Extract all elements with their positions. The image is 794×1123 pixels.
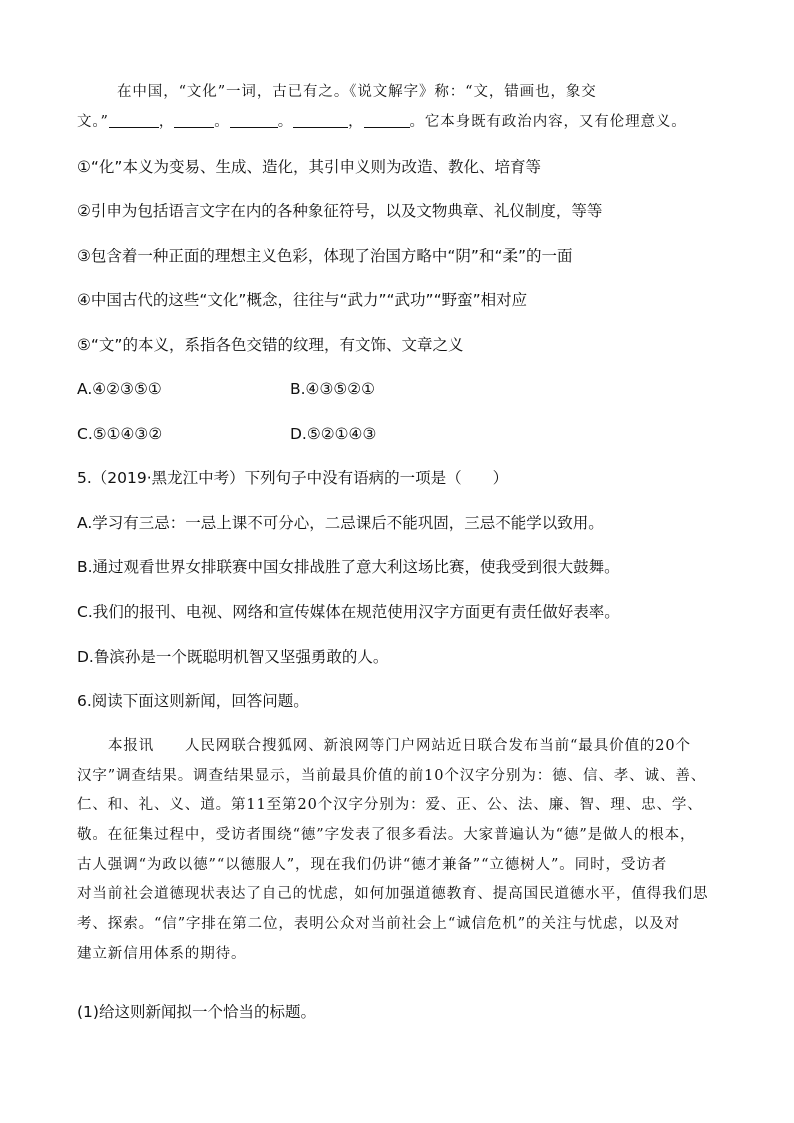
q4-stem-line1: 在中国，“文化”一词，古已有之。《说文解字》称：“文，错画也，象交 [117, 84, 597, 100]
q4-option-b[interactable]: B.④③⑤②① [290, 380, 376, 398]
q5-stem: 5.（2019·黑龙江中考）下列句子中没有语病的一项是（ ） [77, 469, 509, 487]
separator: ， [158, 114, 175, 130]
q4-stem-line2-start: 文。” [77, 114, 109, 130]
q5-option-d[interactable]: D.鲁滨孙是一个既聪明机智又坚强勇敢的人。 [77, 648, 389, 666]
news-line: 古人强调“为政以德”“以德服人”，现在我们仍讲“德才兼备”“立德树人”。同时，受访者 [77, 857, 668, 873]
answer-blank-5[interactable] [364, 113, 410, 128]
answer-blank-3[interactable] [230, 113, 278, 128]
q4-item: ④中国古代的这些“文化”概念，往往与“武力”“武功”“野蛮”相对应 [77, 291, 528, 309]
q5-option-a[interactable]: A.学习有三忌：一忌上课不可分心，二忌课后不能巩固，三忌不能学以致用。 [77, 514, 604, 532]
news-line: 建立新信用体系的期待。 [77, 946, 247, 962]
q4-option-d[interactable]: D.⑤②①④③ [290, 425, 377, 443]
q4-option-c[interactable]: C.⑤①④③② [77, 425, 163, 443]
news-line: 仁、和、礼、义、道。第11至第20个汉字分别为：爱、正、公、法、廉、智、理、忠、学、 [77, 797, 703, 813]
q4-item: ②引申为包括语言文字在内的各种象征符号，以及文物典章、礼仪制度，等等 [77, 202, 603, 220]
q5-option-b[interactable]: B.通过观看世界女排联赛中国女排战胜了意大利这场比赛，使我受到很大鼓舞。 [77, 558, 620, 576]
news-line: 汉字”调查结果。调查结果显示，当前最具价值的前10个汉字分别为：德、信、孝、诚、善、 [77, 768, 707, 784]
q4-item: ③包含着一种正面的理想主义色彩，体现了治国方略中“阴”和“柔”的一面 [77, 247, 573, 265]
news-line: 本报讯 人民网联合搜狐网、新浪网等门户网站近日联合发布当前“最具价值的20个 [108, 738, 691, 754]
answer-blank-4[interactable] [293, 113, 348, 128]
q4-stem-line2-end: 。它本身既有政治内容，又有伦理意义。 [409, 114, 687, 130]
q6-sub-question-1: (1)给这则新闻拟一个恰当的标题。 [77, 1003, 316, 1021]
q4-stem-line2 [77, 112, 727, 132]
separator: 。 [277, 114, 294, 130]
q5-option-c[interactable]: C.我们的报刊、电视、网络和宣传媒体在规范使用汉字方面更有责任做好表率。 [77, 603, 620, 621]
q4-item: ⑤“文”的本义，系指各色交错的纹理，有文饰、文章之义 [77, 336, 464, 354]
news-line: 对当前社会道德现状表达了自己的忧虑，如何加强道德教育、提高国民道德水平，值得我们思 [77, 886, 709, 902]
q4-option-a[interactable]: A.④②③⑤① [77, 380, 162, 398]
news-line: 敬。在征集过程中，受访者围绕“德”字发表了很多看法。大家普遍认为“德”是做人的根本， [77, 827, 696, 843]
answer-blank-1[interactable] [109, 113, 159, 128]
news-line: 考、探索。“信”字排在第二位，表明公众对当前社会上“诚信危机”的关注与忧虑，以及对 [77, 916, 681, 932]
q6-stem: 6.阅读下面这则新闻，回答问题。 [77, 692, 309, 710]
separator: ， [348, 114, 364, 130]
q4-item: ①“化”本义为变易、生成、造化，其引申义则为改造、教化、培育等 [77, 158, 541, 176]
separator: 。 [214, 114, 230, 130]
answer-blank-2[interactable] [174, 113, 214, 128]
